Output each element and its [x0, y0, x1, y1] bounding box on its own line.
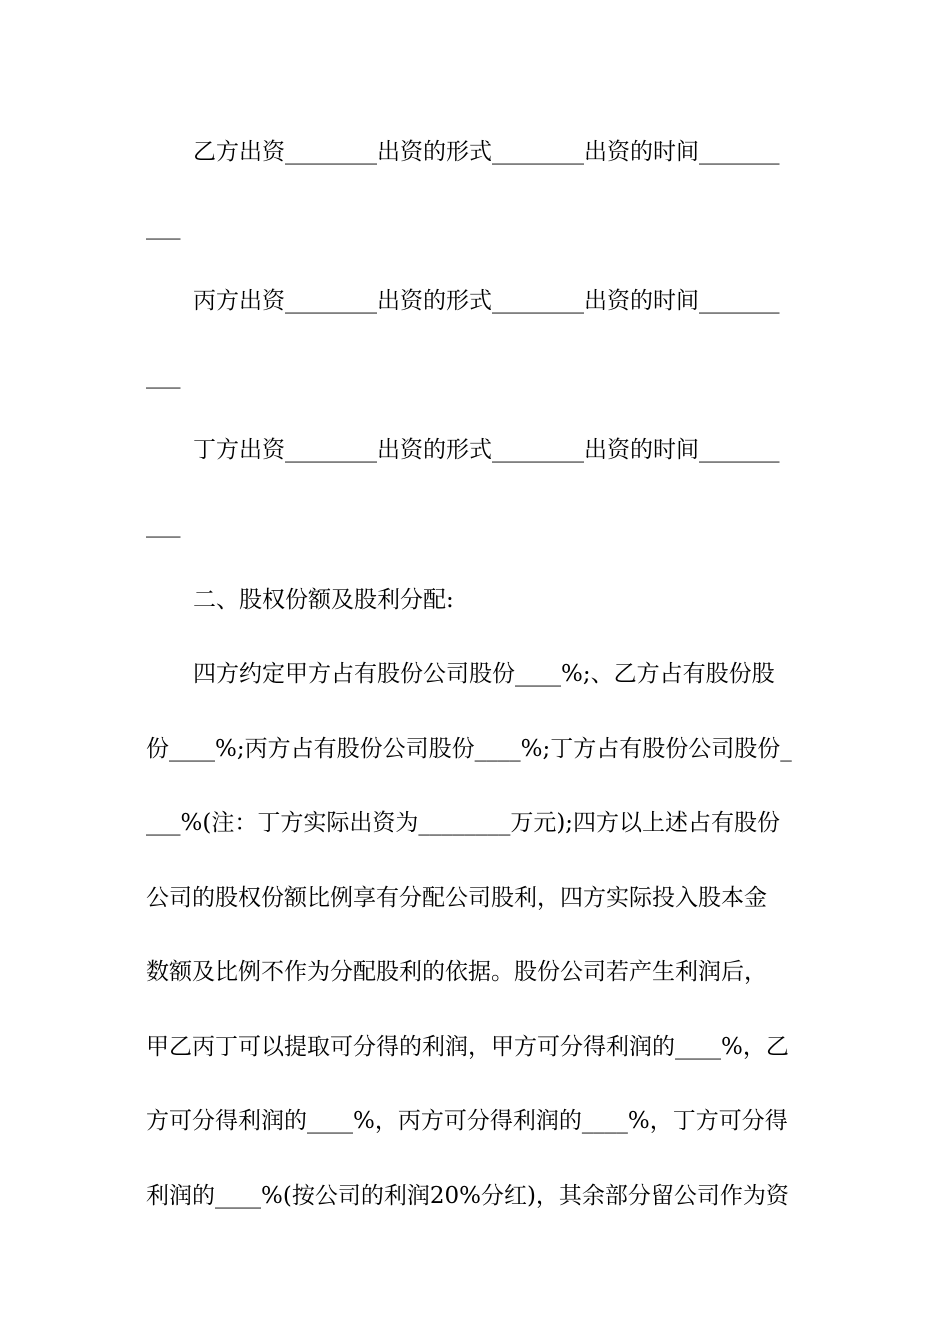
paragraph-line: 数额及比例不作为分配股利的依据。股份公司若产生利润后，	[146, 959, 767, 985]
party-d-contribution-line: 丁方出资________出资的形式________出资的时间_______	[193, 437, 780, 463]
party-d-contribution-line-continued: ___	[146, 512, 181, 538]
paragraph-line: 甲乙丙丁可以提取可分得的利润，甲方可分得利润的____%，乙	[146, 1034, 789, 1060]
paragraph-line: 份____%;丙方占有股份公司股份____%;丁方占有股份公司股份_	[146, 736, 792, 762]
party-c-contribution-line-continued: ___	[146, 363, 181, 389]
section-heading-equity-and-dividends: 二、股权份额及股利分配:	[193, 587, 454, 613]
paragraph-line: 四方约定甲方占有股份公司股份____%;、乙方占有股份股	[193, 661, 775, 687]
party-c-contribution-line: 丙方出资________出资的形式________出资的时间_______	[193, 288, 780, 314]
party-b-contribution-line-continued: ___	[146, 214, 181, 240]
paragraph-line: 方可分得利润的____%，丙方可分得利润的____%，丁方可分得	[146, 1108, 788, 1134]
party-b-contribution-line: 乙方出资________出资的形式________出资的时间_______	[193, 139, 780, 165]
paragraph-line: ___%(注：丁方实际出资为________万元);四方以上述占有股份	[146, 810, 781, 836]
paragraph-line: 公司的股权份额比例享有分配公司股利，四方实际投入股本金	[146, 885, 767, 911]
paragraph-line: 利润的____%(按公司的利润20%分红)，其余部分留公司作为资	[146, 1183, 789, 1209]
